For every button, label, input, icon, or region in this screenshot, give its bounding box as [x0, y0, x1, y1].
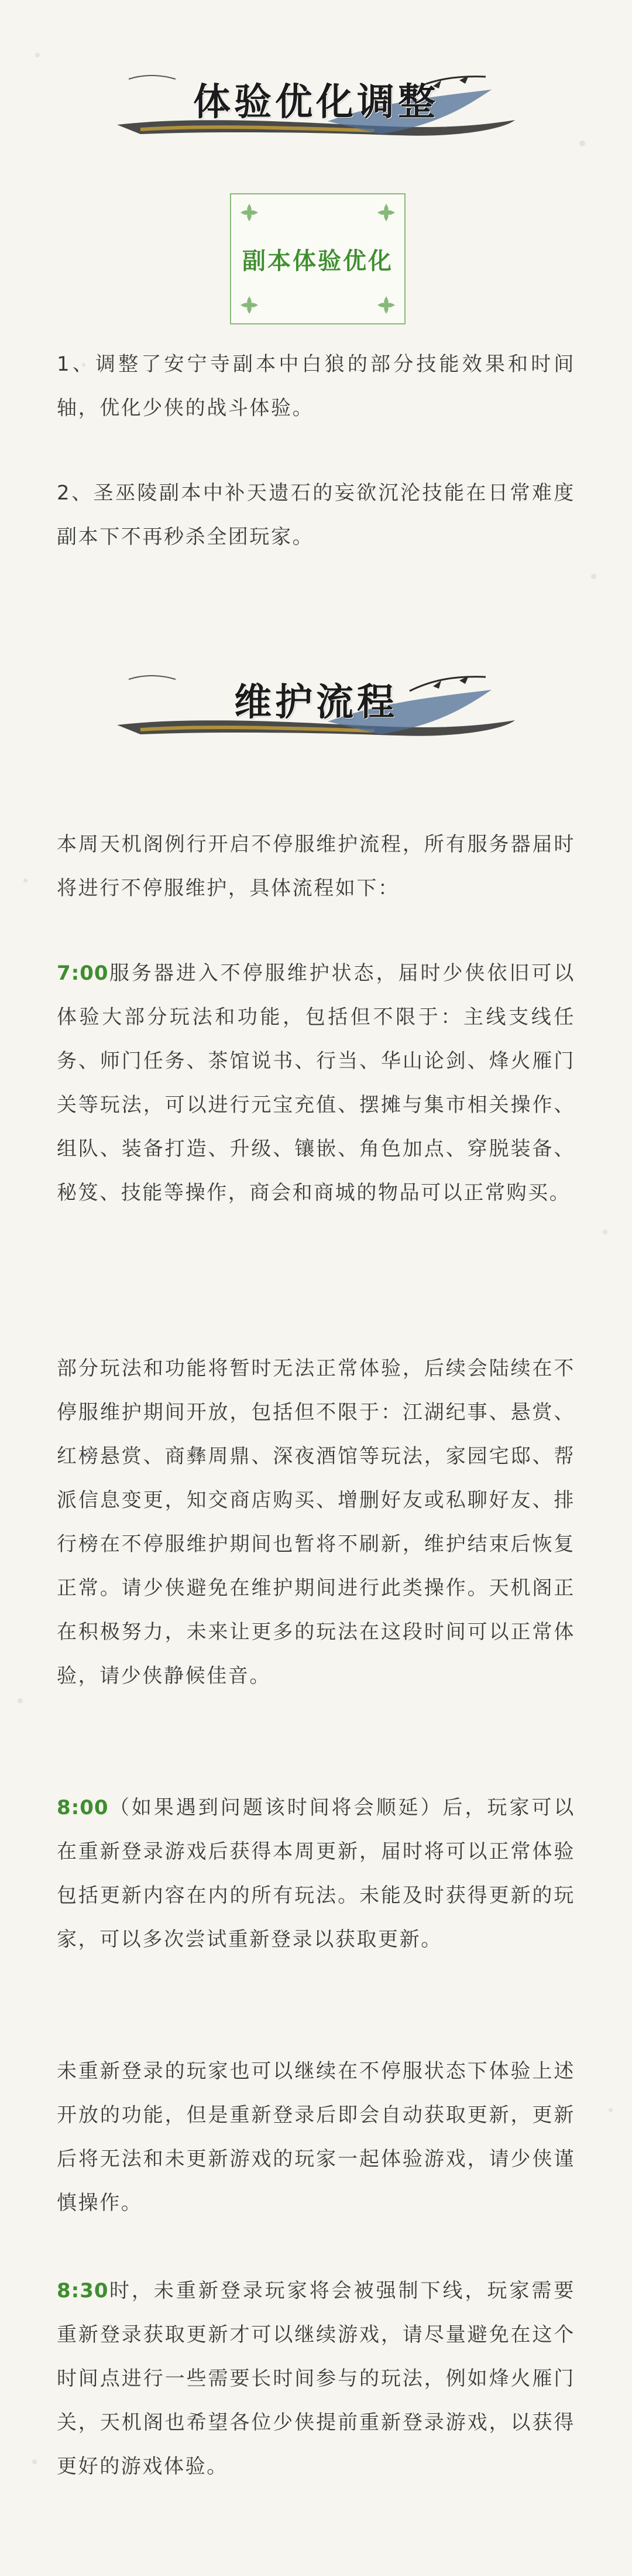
- section-header-optimization: [0, 56, 632, 155]
- paper-speck: [23, 878, 28, 882]
- maintenance-limits: 部分玩法和功能将暂时无法正常体验，后续会陆续在不停服维护期间开放，包括但不限于：江湖纪事、悬赏、红榜悬赏、商彝周鼎、深夜酒馆等玩法，家园宅邸、帮派信息变更，知交商店购买、增删好友或私聊好友、排行榜在不停服维护期间也暂将不刷新，维护结束后恢复正常。请少侠避免在维护期间进行此类操作。天机阁正在积极努力，未来让更多的玩法在这段时间可以正常体验，请少侠静候佳音。: [57, 1357, 575, 1688]
- time-label: 8:00: [57, 1796, 109, 1819]
- maintenance-intro: 本周天机阁例行开启不停服维护流程，所有服务器届时将进行不停服维护，具体流程如下：: [57, 833, 575, 900]
- optimization-item: 2、圣巫陵副本中补天遗石的妄欲沉沦技能在日常难度副本下不再秒杀全团玩家。: [57, 481, 575, 549]
- section-header-maintenance: [0, 656, 632, 755]
- paper-speck: [591, 574, 596, 579]
- leaf-corner-icon: [376, 295, 396, 315]
- optimization-item: 1、调整了安宁寺副本中白狼的部分技能效果和时间轴，优化少侠的战斗体验。: [57, 353, 575, 420]
- leaf-corner-icon: [376, 203, 396, 223]
- leaf-corner-icon: [239, 203, 259, 223]
- time-label: 8:30: [57, 2279, 109, 2303]
- paper-speck: [32, 2459, 37, 2464]
- maintenance-step-800: [57, 1786, 575, 1962]
- section-title: 维护流程: [234, 680, 398, 724]
- maintenance-step-830: [57, 2269, 575, 2489]
- maintenance-relogin: 未重新登录的玩家也可以继续在不停服状态下体验上述开放的功能，但是重新登录后即会自动获取更新，更新后将无法和未更新游戏的玩家一起体验游戏，请少侠谨慎操作。: [57, 2060, 575, 2215]
- paper-speck: [609, 2108, 613, 2112]
- subhead-label: 副本体验优化: [242, 248, 393, 275]
- step-text: 服务器进入不停服维护状态，届时少侠依旧可以体验大部分玩法和功能，包括但不限于：主线支线任务、师门任务、茶馆说书、行当、华山论剑、烽火雁门关等玩法，可以进行元宝充值、摆摊与集市相关操作、组队、装备打造、升级、镶嵌、角色加点、穿脱装备、秘笈、技能等操作，商会和商城的物品可以正常购买。: [57, 962, 575, 1205]
- subhead-box: [230, 193, 406, 324]
- paper-speck: [603, 1230, 607, 1234]
- step-text: 时，未重新登录玩家将会被强制下线，玩家需要重新登录获取更新才可以继续游戏，请尽量避免在这个时间点进行一些需要长时间参与的玩法，例如烽火雁门关，天机阁也希望各位少侠提前重新登录游戏，以获得更好的游戏体验。: [57, 2279, 575, 2478]
- step-text: （如果遇到问题该时间将会顺延）后，玩家可以在重新登录游戏后获得本周更新，届时将可以正常体验包括更新内容在内的所有玩法。未能及时获得更新的玩家，可以多次尝试重新登录以获取更新。: [57, 1796, 575, 1951]
- leaf-corner-icon: [239, 295, 259, 315]
- maintenance-step-700: [57, 952, 575, 1215]
- paper-speck: [18, 1698, 23, 1703]
- time-label: 7:00: [57, 962, 109, 985]
- section-title: 体验优化调整: [193, 80, 439, 124]
